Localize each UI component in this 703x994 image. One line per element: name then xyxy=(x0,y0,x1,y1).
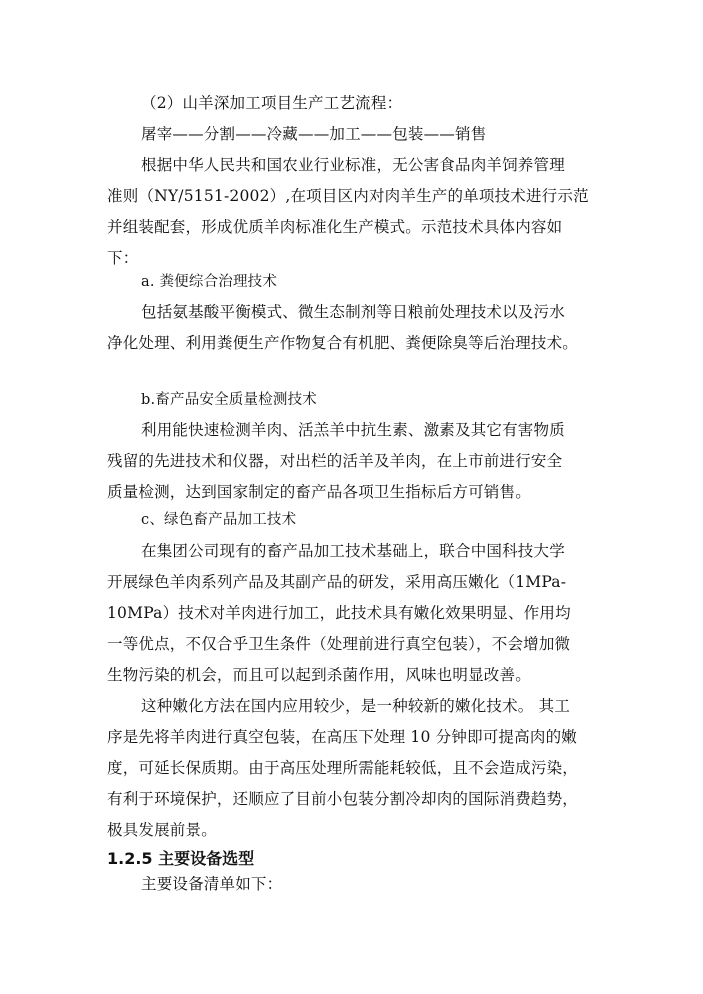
intro-line-3: 并组装配套，形成优质羊肉标准化生产模式。示范技术具体内容如 xyxy=(107,218,563,236)
tech-c-para2-line-3: 度，可延长保质期。由于高压处理所需能耗较低，且不会造成污染， xyxy=(107,759,579,777)
intro-line-1: 根据中华人民共和国农业行业标准，无公害食品肉羊饲养管理 xyxy=(141,156,565,174)
process-flow-title: （2）山羊深加工项目生产工艺流程： xyxy=(141,94,403,112)
tech-b-line-3: 质量检测，达到国家制定的畜产品各项卫生指标后方可销售。 xyxy=(107,483,531,501)
tech-c-line-1: 在集团公司现有的畜产品加工技术基础上，联合中国科技大学 xyxy=(141,542,565,560)
tech-a-title: a. 粪便综合治理技术 xyxy=(141,274,278,290)
equipment-list-intro: 主要设备清单如下： xyxy=(141,875,283,893)
process-flow-steps: 屠宰——分割——冷藏——加工——包装——销售 xyxy=(141,125,487,143)
intro-line-4: 下： xyxy=(107,249,139,267)
tech-c-line-2: 开展绿色羊肉系列产品及其副产品的研发，采用高压嫩化（1MPa- xyxy=(107,573,567,591)
tech-b-title: b.畜产品安全质量检测技术 xyxy=(141,392,317,408)
tech-c-line-4: 一等优点，不仅合乎卫生条件（处理前进行真空包装），不会增加微 xyxy=(107,635,571,653)
tech-b-line-1: 利用能快速检测羊肉、活羔羊中抗生素、激素及其它有害物质 xyxy=(141,421,565,439)
tech-b-line-2: 残留的先进技术和仪器，对出栏的活羊及羊肉，在上市前进行安全 xyxy=(107,452,563,470)
tech-a-line-2: 净化处理、利用粪便生产作物复合有机肥、粪便除臭等后治理技术。 xyxy=(107,334,579,352)
tech-c-para2-line-5: 极具发展前景。 xyxy=(107,821,217,839)
tech-c-title: c、绿色畜产品加工技术 xyxy=(141,512,297,528)
section-heading-125: 1.2.5 主要设备选型 xyxy=(107,849,255,868)
intro-line-2: 准则（NY/5151-2002）,在项目区内对肉羊生产的单项技术进行示范 xyxy=(107,187,589,205)
tech-a-line-1: 包括氨基酸平衡模式、微生态制剂等日粮前处理技术以及污水 xyxy=(141,303,565,321)
tech-c-para2-line-4: 有利于环境保护，还顺应了目前小包装分割冷却肉的国际消费趋势， xyxy=(107,790,579,808)
tech-c-para2-line-2: 序是先将羊肉进行真空包装，在高压下处理 10 分钟即可提高肉的嫩 xyxy=(107,728,577,746)
tech-c-line-3: 10MPa）技术对羊肉进行加工，此技术具有嫩化效果明显、作用均 xyxy=(107,604,571,622)
tech-c-line-5: 生物污染的机会，而且可以起到杀菌作用，风味也明显改善。 xyxy=(107,666,531,684)
tech-c-para2-line-1: 这种嫩化方法在国内应用较少，是一种较新的嫩化技术。 其工 xyxy=(141,697,571,715)
